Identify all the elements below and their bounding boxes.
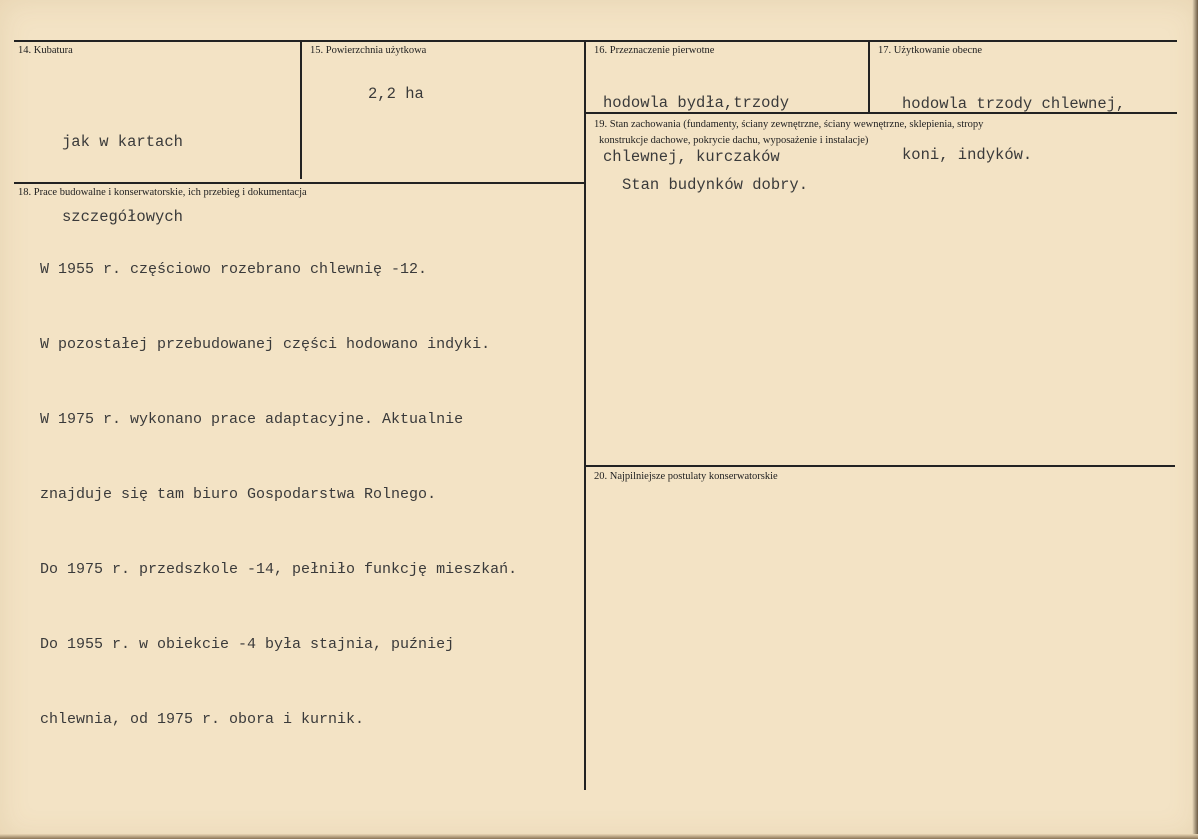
prace-line: W 1955 r. częściowo rozebrano chlewnię -12. [40, 261, 428, 278]
przeznaczenie-line: hodowla bydła,trzody [603, 94, 790, 112]
main-vertical-divider [584, 42, 586, 790]
card-edge-right [1192, 0, 1198, 839]
uzytkowanie-line: hodowla trzody chlewnej, [902, 95, 1126, 113]
uzytkowanie-label: 17. Użytkowanie obecne [878, 45, 983, 56]
rule-above-20 [586, 465, 1175, 467]
prace-line: chlewnia, od 1975 r. obora i kurnik. [40, 711, 365, 728]
powierzchnia-value: 2,2 ha [368, 85, 424, 103]
prace-line: Do 1955 r. w obiekcie -4 była stajnia, puźniej [40, 636, 455, 653]
uzytkowanie-line: koni, indyków. [902, 146, 1033, 164]
prace-line: Do 1975 r. przedszkole -14, pełniło funkcję mieszkań. [40, 561, 518, 578]
stan-zachowania-label-line: konstrukcje dachowe, pokrycie dachu, wyposażenie i instalacje) [599, 135, 869, 146]
kubatura-label: 14. Kubatura [18, 45, 73, 56]
kubatura-line: szczegółowych [62, 208, 183, 226]
prace-value [40, 207, 517, 782]
stan-zachowania-label-line: 19. Stan zachowania (fundamenty, ściany zewnętrzne, ściany wewnętrzne, sklepienia, stropy [594, 119, 984, 130]
stan-zachowania-label [594, 118, 983, 147]
card-edge-bottom [0, 834, 1198, 839]
prace-label: 18. Prace budowalne i konserwatorskie, ich przebieg i dokumentacja [18, 187, 307, 198]
divider-14-15 [300, 42, 302, 179]
top-rule [14, 40, 1177, 42]
powierzchnia-label: 15. Powierzchnia użytkowa [310, 45, 427, 56]
divider-16-17 [868, 42, 870, 112]
przeznaczenie-line: chlewnej, kurczaków [603, 148, 780, 166]
stan-zachowania-value: Stan budynków dobry. [622, 176, 809, 194]
prace-line: W pozostałej przebudowanej części hodowano indyki. [40, 336, 491, 353]
prace-line: W 1975 r. wykonano prace adaptacyjne. Aktualnie [40, 411, 464, 428]
kubatura-line: jak w kartach [62, 133, 183, 151]
przeznaczenie-label: 16. Przeznaczenie pierwotne [594, 45, 715, 56]
prace-line: znajduje się tam biuro Gospodarstwa Rolnego. [40, 486, 437, 503]
postulaty-label: 20. Najpilniejsze postulaty konserwatorskie [594, 471, 778, 482]
